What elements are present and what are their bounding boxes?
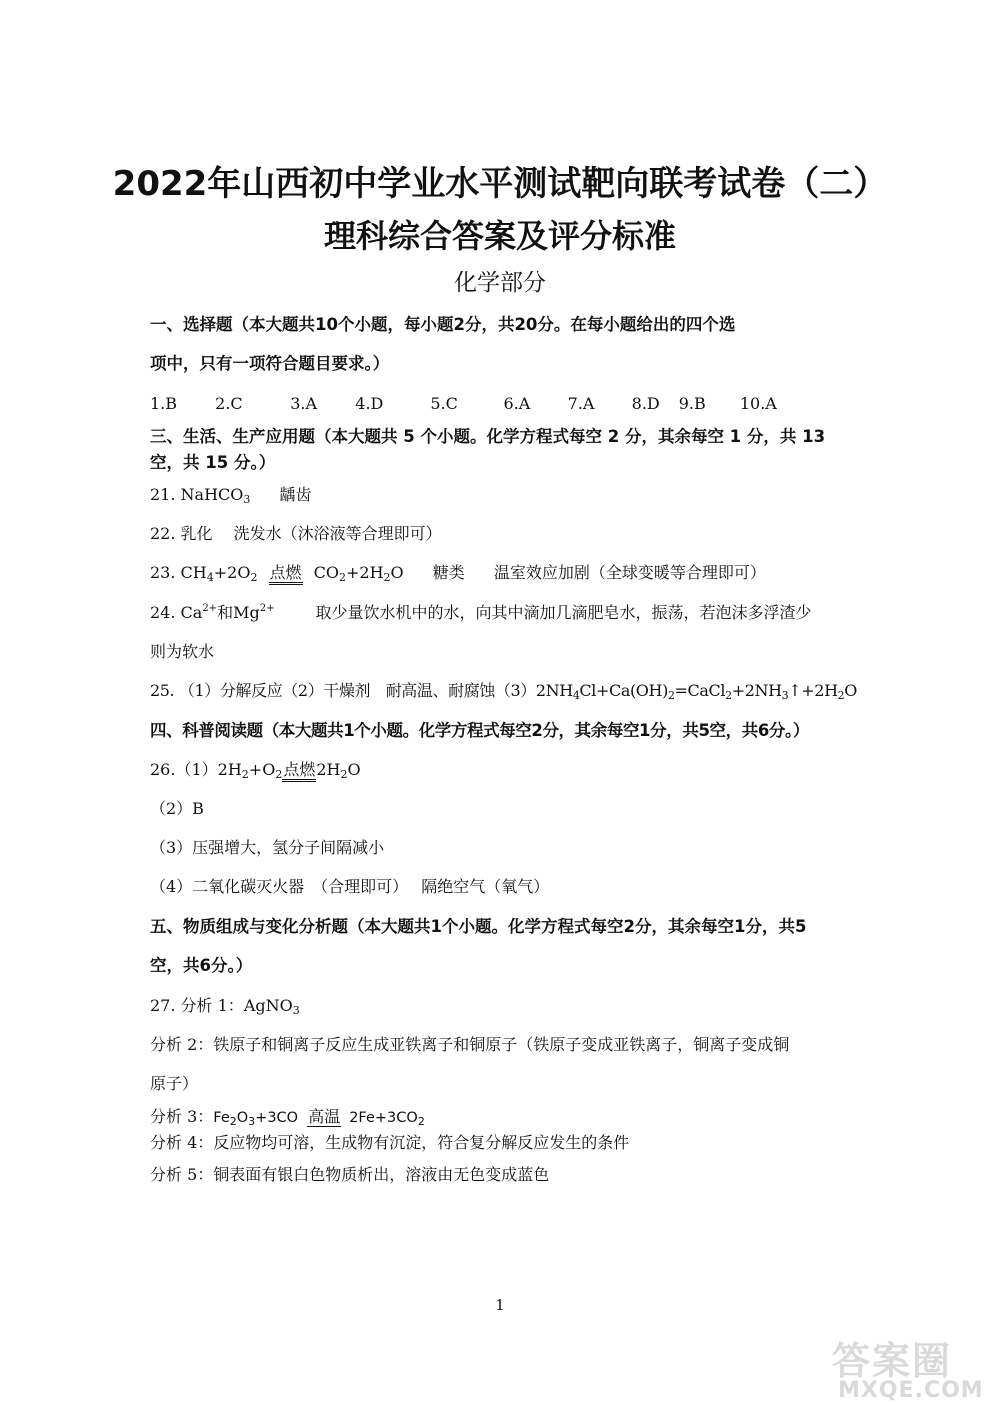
reaction-condition: 点燃 bbox=[282, 761, 316, 782]
answer-q24: 24. $Ca^{2+}$和$Mg^{2+}$ 取少量饮水机中的水，向其中滴加几滴肥皂水，振荡，若泡沫多浮渣少 bbox=[150, 603, 812, 622]
section-subject: 化学部分 bbox=[454, 270, 546, 296]
answer-3: 3.A bbox=[290, 394, 318, 413]
section1-heading-line2: 项中，只有一项符合题目要求。） bbox=[150, 354, 390, 373]
answer-1: 1.B bbox=[150, 394, 178, 413]
section3-heading-line1: 三、生活、生产应用题（本大题共 5 个小题。化学方程式每空 2 分，其余每空 1 分，共 13 bbox=[150, 427, 826, 446]
section5-heading-line2: 空，共6分。） bbox=[150, 956, 253, 975]
reaction-condition: 点燃 bbox=[269, 564, 303, 585]
answer-7: 7.A bbox=[567, 394, 595, 413]
analysis-2-continued: 原子） bbox=[150, 1074, 199, 1093]
analysis-2: 分析 2：铁原子和铜离子反应生成亚铁离子和铜原子（铁原子变成亚铁离子，铜离子变成铜 bbox=[150, 1035, 790, 1054]
answer-5: 5.C bbox=[430, 394, 458, 413]
section1-heading-line1: 一、选择题（本大题共10个小题，每小题2分，共20分。在每小题给出的四个选 bbox=[150, 315, 736, 334]
answer-q23: 23. $CH_4+2O_2$ 点燃 $CO_2+2H_2O$ 糖类 温室效应加剧（全球变暖等合理即可） bbox=[150, 563, 766, 584]
reaction-condition: 高温 bbox=[308, 1107, 341, 1126]
answer-q26-1: $26.(1)2H_2+O_2$点燃$2H_2O$ bbox=[150, 760, 361, 781]
choice-answers bbox=[150, 393, 777, 415]
answer-q24-continued: 则为软水 bbox=[150, 642, 215, 661]
analysis-5: 分析 5：铜表面有银白色物质析出，溶液由无色变成蓝色 bbox=[150, 1165, 550, 1184]
answer-q26-4: （4）二氧化碳灭火器 （合理即可） 隔绝空气（氧气） bbox=[150, 877, 550, 896]
answer-10: 10.A bbox=[739, 394, 777, 413]
answer-q21: 21. NaHCO$_3$ 龋齿 bbox=[150, 485, 312, 506]
section3-heading-line2: 空，共 15 分。） bbox=[150, 453, 276, 472]
answer-4: 4.D bbox=[355, 394, 384, 413]
main-title: 2022年山西初中学业水平测试靶向联考试卷（二） bbox=[112, 164, 888, 204]
answer-q26-3: （3）压强增大，氢分子间隔减小 bbox=[150, 838, 385, 857]
analysis-1: 27. 分析 1：AgNO$_3$ bbox=[150, 996, 300, 1017]
section4-heading: 四、科普阅读题（本大题共1个小题。化学方程式每空2分，其余每空1分，共5空，共6分。） bbox=[150, 721, 809, 740]
answer-6: 6.A bbox=[503, 394, 531, 413]
answer-q25: 25. （1）分解反应（2）干燥剂 耐高温、耐腐蚀$(3)2NH_4Cl+Ca(OH)_2=CaCl_2+2NH_3↑+2H_2O$ bbox=[150, 681, 857, 702]
answer-8: 8.D bbox=[631, 394, 660, 413]
answer-2: 2.C bbox=[215, 394, 243, 413]
analysis-3: 分析 3：$Fe_2O_3+3CO$ 高温 $2Fe+3CO_2$ bbox=[150, 1107, 425, 1128]
analysis-4: 分析 4：反应物均可溶，生成物有沉淀，符合复分解反应发生的条件 bbox=[150, 1133, 630, 1152]
answer-q22: 22. 乳化 洗发水（沐浴液等合理即可） bbox=[150, 524, 442, 543]
watermark-logo: 答案圈 MXQE.COM bbox=[832, 1339, 984, 1403]
answer-9: 9.B bbox=[678, 394, 706, 413]
section5-heading-line1: 五、物质组成与变化分析题（本大题共1个小题。化学方程式每空2分，其余每空1分，共5 bbox=[150, 917, 807, 936]
answer-q26-2: （2）B bbox=[150, 799, 204, 818]
sub-title: 理科综合答案及评分标准 bbox=[323, 217, 676, 255]
page-number: 1 bbox=[495, 1296, 505, 1314]
